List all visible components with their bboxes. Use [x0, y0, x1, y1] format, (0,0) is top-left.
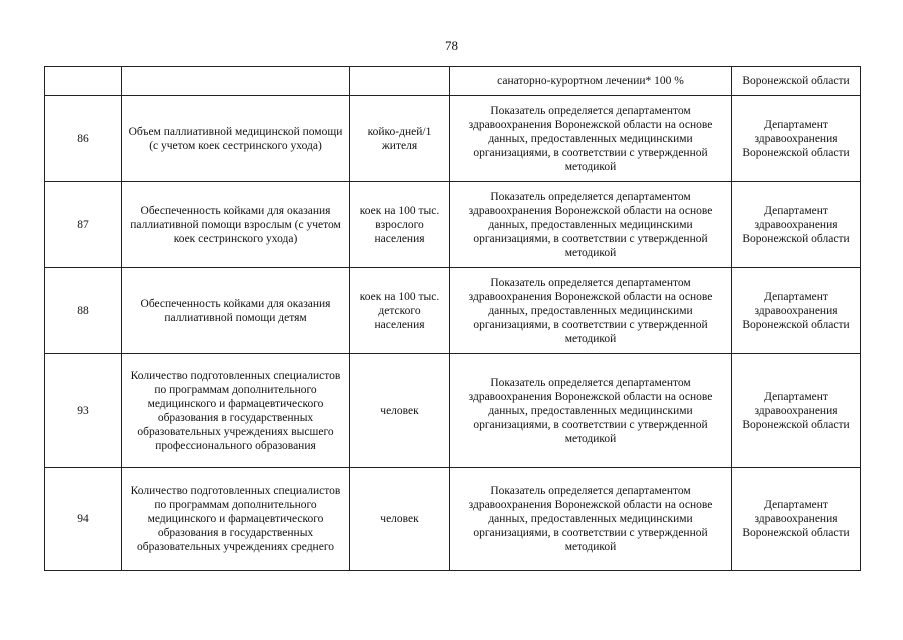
page-number: 78: [445, 38, 458, 53]
cell-method: Показатель определяется департаментом здравоохранения Воронежской области на основе данных, предоставленных медицинскими организациями, в соответствии с утвержденной методикой: [450, 468, 732, 571]
cell-unit: человек: [350, 468, 450, 571]
cell-indicator-name: Обеспеченность койками для оказания паллиативной помощи взрослым (с учетом коек сестринского ухода): [122, 182, 350, 268]
cell-responsible: Департамент здравоохранения Воронежской области: [732, 354, 861, 468]
indicators-table: [44, 66, 861, 571]
cell-number: 94: [45, 468, 122, 571]
cell-unit: человек: [350, 354, 450, 468]
cell-number: 93: [45, 354, 122, 468]
table-row: [45, 354, 861, 468]
cell-number: 88: [45, 268, 122, 354]
cell-unit: коек на 100 тыс. детского населения: [350, 268, 450, 354]
table-row: [45, 468, 861, 571]
cell-indicator-name: Количество подготовленных специалистов по программам дополнительного медицинского и фармацевтического образования в государственных образовательных учреждениях среднего: [122, 468, 350, 571]
table-row-continuation: [45, 67, 861, 96]
cell-unit: [350, 67, 450, 96]
cell-unit: коек на 100 тыс. взрослого населения: [350, 182, 450, 268]
cell-indicator-name: Количество подготовленных специалистов по программам дополнительного медицинского и фармацевтического образования в государственных образовательных учреждениях высшего профессионального образования: [122, 354, 350, 468]
cell-method: Показатель определяется департаментом здравоохранения Воронежской области на основе данных, предоставленных медицинскими организациями, в соответствии с утвержденной методикой: [450, 96, 732, 182]
cell-method: Показатель определяется департаментом здравоохранения Воронежской области на основе данных, предоставленных медицинскими организациями, в соответствии с утвержденной методикой: [450, 354, 732, 468]
cell-method: Показатель определяется департаментом здравоохранения Воронежской области на основе данных, предоставленных медицинскими организациями, в соответствии с утвержденной методикой: [450, 182, 732, 268]
table-row: [45, 182, 861, 268]
cell-responsible: Департамент здравоохранения Воронежской области: [732, 268, 861, 354]
table-row: [45, 268, 861, 354]
cell-responsible: Департамент здравоохранения Воронежской области: [732, 468, 861, 571]
cell-method: санаторно-курортном лечении* 100 %: [450, 67, 732, 96]
cell-responsible: Департамент здравоохранения Воронежской области: [732, 96, 861, 182]
cell-number: 86: [45, 96, 122, 182]
cell-method: Показатель определяется департаментом здравоохранения Воронежской области на основе данных, предоставленных медицинскими организациями, в соответствии с утвержденной методикой: [450, 268, 732, 354]
cell-indicator-name: [122, 67, 350, 96]
cell-indicator-name: Обеспеченность койками для оказания паллиативной помощи детям: [122, 268, 350, 354]
table-row: [45, 96, 861, 182]
cell-number: [45, 67, 122, 96]
cell-responsible: Воронежской области: [732, 67, 861, 96]
cell-unit: койко-дней/1 жителя: [350, 96, 450, 182]
cell-responsible: Департамент здравоохранения Воронежской области: [732, 182, 861, 268]
cell-indicator-name: Объем паллиативной медицинской помощи (с учетом коек сестринского ухода): [122, 96, 350, 182]
cell-number: 87: [45, 182, 122, 268]
